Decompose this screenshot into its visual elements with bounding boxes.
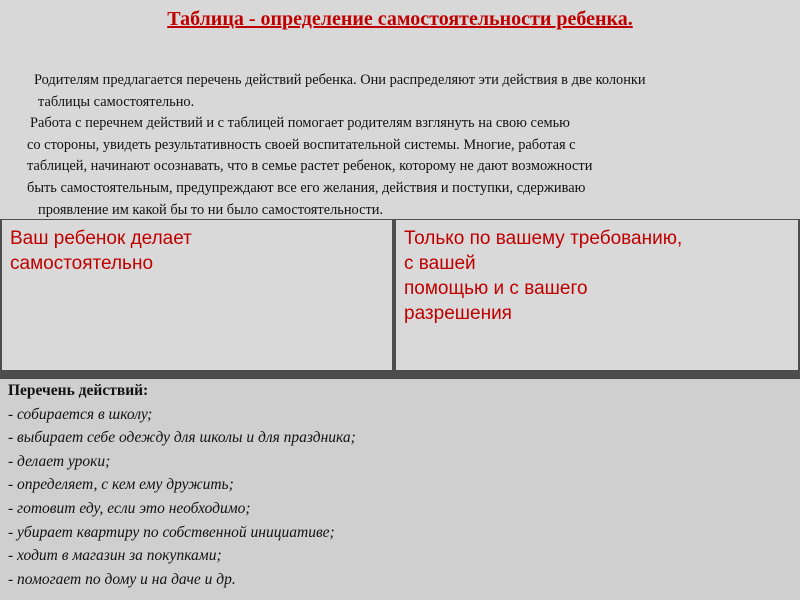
- list-item: - ходит в магазин за покупками;: [8, 547, 222, 565]
- table-header-independent: [2, 220, 392, 370]
- list-item: - помогает по дому и на даче и др.: [8, 570, 236, 588]
- slide-title: Таблица - определение самостоятельности ребенка.: [167, 8, 633, 30]
- intro-line: Родителям предлагается перечень действий ребенка. Они распределяют эти действия в две колонки: [34, 72, 646, 88]
- header-line: самостоятельно: [10, 253, 154, 274]
- list-item: - готовит еду, если это необходимо;: [8, 499, 251, 517]
- list-item: - убирает квартиру по собственной инициативе;: [8, 523, 335, 541]
- list-item: - выбирает себе одежду для школы и для праздника;: [8, 429, 356, 447]
- intro-line: таблицы самостоятельно.: [38, 93, 195, 110]
- intro-line: Работа с перечнем действий и с таблицей помогает родителям взглянуть на свою семью: [30, 115, 570, 132]
- intro-line: со стороны, увидеть результативность своей воспитательной системы. Многие, работая с: [27, 136, 576, 153]
- intro-line: проявление им какой бы то ни было самостоятельности.: [38, 201, 384, 218]
- header-line: помощью и с вашего: [404, 278, 588, 299]
- list-item: - собирается в школу;: [8, 405, 153, 423]
- actions-list: [0, 379, 800, 600]
- list-item: - определяет, с кем ему дружить;: [8, 476, 234, 494]
- intro-line: быть самостоятельным, предупреждают все его желания, действия и поступки, сдерживаю: [27, 179, 586, 196]
- intro-line: таблицей, начинают осознавать, что в семье растет ребенок, которому не дают возможности: [27, 158, 593, 175]
- header-line: разрешения: [404, 303, 512, 324]
- table-header-with-help: [396, 220, 798, 370]
- header-line: Ваш ребенок делает: [10, 228, 192, 249]
- actions-heading: Перечень действий:: [8, 382, 149, 399]
- intro-paragraph: [24, 70, 794, 221]
- list-item: - делает уроки;: [8, 452, 111, 470]
- header-line: Только по вашему требованию,: [404, 228, 683, 249]
- header-line: с вашей: [404, 253, 476, 274]
